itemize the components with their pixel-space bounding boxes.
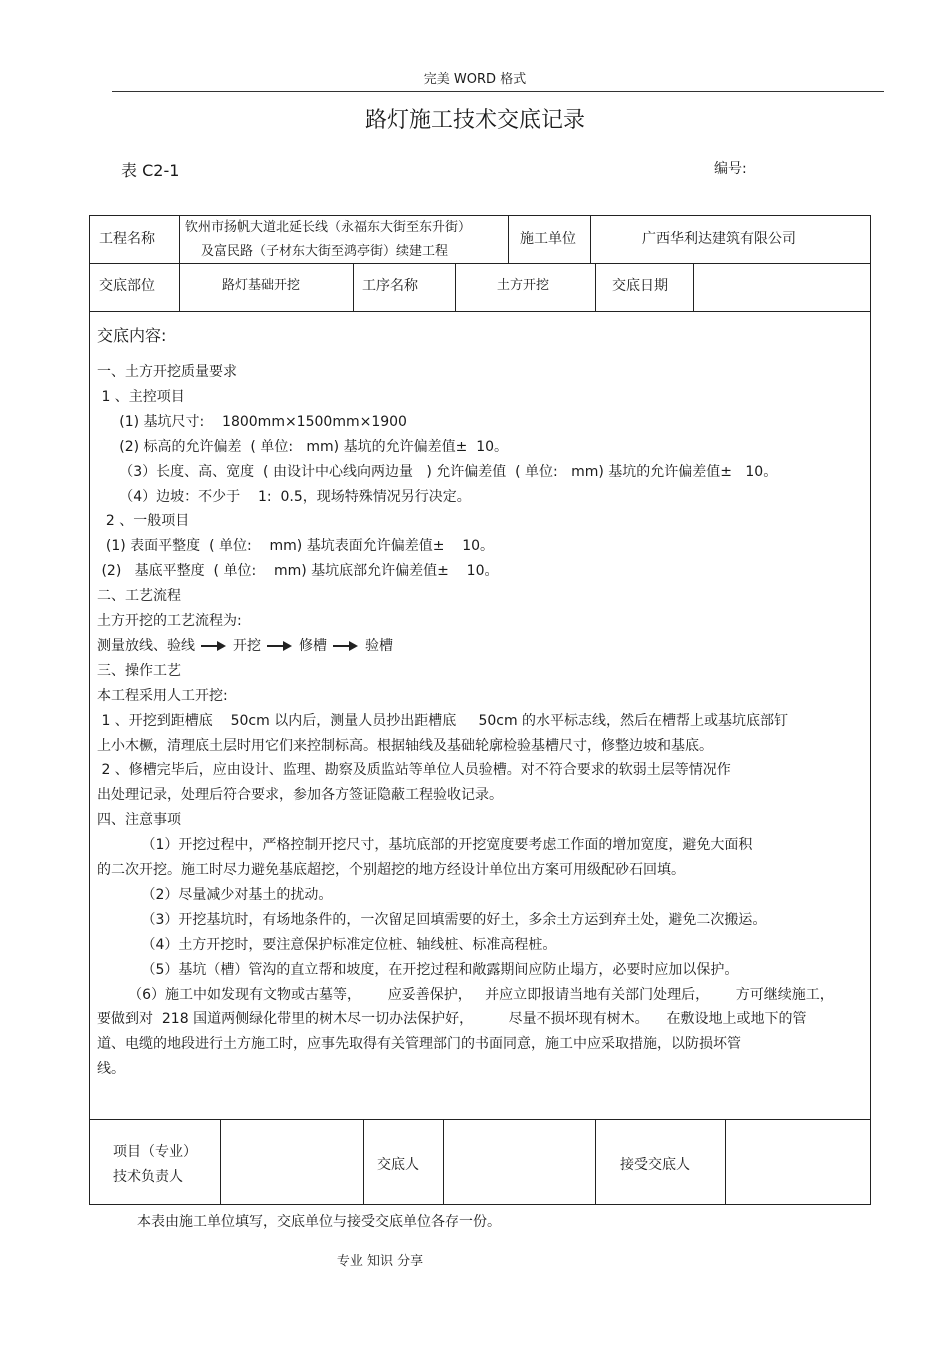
content-line: 1 、主控项目 <box>97 389 185 405</box>
content-line: 道、电缆的地段进行土方施工时，应事先取得有关管理部门的书面同意，施工中应采取措施，以防损坏管 <box>97 1036 741 1052</box>
project-name-label: 工程名称 <box>99 231 155 247</box>
content-line: 出处理记录，处理后符合要求，参加各方签证隐蔽工程验收记录。 <box>97 787 503 803</box>
arrow-right-icon <box>201 641 227 651</box>
content-line: 要做到对 218 国道两侧绿化带里的树木尽一切办法保护好， 尽量不损坏现有树木。 在敷设地上或地下的管 <box>97 1011 807 1027</box>
contractor-value: 广西华利达建筑有限公司 <box>642 231 796 247</box>
process-name-value: 土方开挖 <box>497 278 550 293</box>
page-header: 完美 WORD 格式 <box>423 72 527 87</box>
content-line: 2 、一般项目 <box>97 513 190 529</box>
content-line: 2 、修槽完毕后，应由设计、监理、勘察及质监站等单位人员验槽。对不符合要求的软弱土层等情况作 <box>97 762 731 778</box>
flow-step: 验槽 <box>365 638 393 654</box>
content-line: 一、土方开挖质量要求 <box>97 364 237 380</box>
content-line: （2）尽量减少对基土的扰动。 <box>97 887 333 903</box>
content-line: 的二次开挖。施工时尽力避免基底超挖，个别超挖的地方经设计单位出方案可用级配砂石回填。 <box>97 862 685 878</box>
disclosure-date-label: 交底日期 <box>612 278 668 294</box>
content-line: （3）开挖基坑时，有场地条件的，一次留足回填需要的好土，多余土方运到弃土处，避免二次搬运。 <box>97 912 767 928</box>
doc-title: 路灯施工技术交底记录 <box>364 108 585 133</box>
content-line: 二、工艺流程 <box>97 588 181 604</box>
content-line: 本工程采用人工开挖: <box>97 688 228 704</box>
arrow-right-icon <box>267 641 293 651</box>
receiver-label: 接受交底人 <box>620 1157 690 1173</box>
disclosure-part-value: 路灯基础开挖 <box>222 278 301 293</box>
form-number: 表 C2-1 <box>121 161 180 180</box>
content-line: (1) 基坑尺寸: 1800mm×1500mm×1900 <box>97 414 407 430</box>
content-line: 1 、开挖到距槽底 50cm 以内后，测量人员抄出距槽底 50cm 的水平标志线，然后在槽帮上或基坑底部钉 <box>97 713 789 729</box>
arrow-right-icon <box>333 641 359 651</box>
project-name-line1: 钦州市扬帆大道北延长线（永福东大街至东升街） <box>185 220 472 235</box>
content-heading: 交底内容: <box>97 326 167 345</box>
process-name-label: 工序名称 <box>362 278 418 294</box>
tech-lead-label-line2: 技术负责人 <box>113 1169 183 1185</box>
content-line: 线。 <box>97 1061 125 1077</box>
disclosure-part-label: 交底部位 <box>99 278 155 294</box>
serial-label: 编号: <box>714 161 747 177</box>
content-line: 上小木橛，清理底土层时用它们来控制标高。根据轴线及基础轮廓检验基槽尺寸，修整边坡和基底。 <box>97 738 713 754</box>
flow-step: 修槽 <box>299 638 327 654</box>
content-line: （4）土方开挖时，要注意保护标准定位桩、轴线桩、标准高程桩。 <box>97 937 557 953</box>
contractor-label: 施工单位 <box>520 231 576 247</box>
flow-step: 测量放线、验线 <box>97 638 195 654</box>
flow-step: 开挖 <box>233 638 261 654</box>
header-rule <box>112 91 884 92</box>
content-line: 三、操作工艺 <box>97 663 181 679</box>
content-line: （4）边坡：不少于 1: 0.5，现场特殊情况另行决定。 <box>97 489 471 505</box>
content-line: (2) 基底平整度 ( 单位: mm) 基坑底部允许偏差值± 10。 <box>97 563 499 579</box>
tech-lead-label-line1: 项目（专业） <box>113 1144 197 1160</box>
project-name-line2: 及富民路（子材东大街至鸿亭街）续建工程 <box>201 244 449 259</box>
content-line: （6）施工中如发现有文物或古墓等， 应妥善保护， 并应立即报请当地有关部门处理后， 方可继续施工， <box>97 987 834 1003</box>
content-line: （1）开挖过程中，严格控制开挖尺寸，基坑底部的开挖宽度要考虑工作面的增加宽度，避免大面积 <box>97 837 753 853</box>
content-line: 四、注意事项 <box>97 812 181 828</box>
content-line: （3）长度、高、宽度 ( 由设计中心线向两边量 ) 允许偏差值 ( 单位: mm) 基坑的允许偏差值± 10。 <box>97 464 778 480</box>
content-line: (2) 标高的允许偏差 ( 单位: mm) 基坑的允许偏差值± 10。 <box>97 439 509 455</box>
discloser-label: 交底人 <box>377 1157 419 1173</box>
footnote: 本表由施工单位填写，交底单位与接受交底单位各存一份。 <box>137 1214 501 1230</box>
content-line: (1) 表面平整度 ( 单位: mm) 基坑表面允许偏差值± 10。 <box>97 538 495 554</box>
content-line: （5）基坑（槽）管沟的直立帮和坡度，在开挖过程和敞露期间应防止塌方，必要时应加以保护。 <box>97 962 739 978</box>
process-flow <box>97 635 393 655</box>
page-footer: 专业 知识 分享 <box>336 1254 424 1269</box>
content-line: 土方开挖的工艺流程为: <box>97 613 242 629</box>
